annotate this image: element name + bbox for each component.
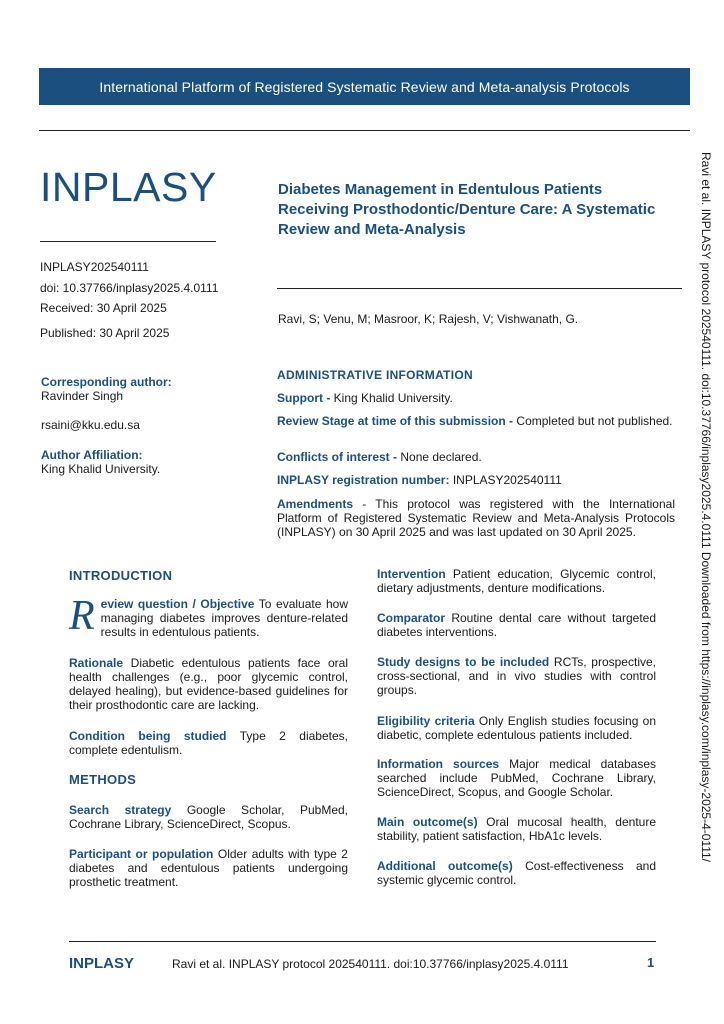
designs-value: RCTs, prospective, cross-sectional, and in vivo studies with control groups. bbox=[377, 655, 656, 697]
article-title: Diabetes Management in Edentulous Patients Receiving Prosthodontic/Denture Care: A Systematic Review and Meta-Analysis bbox=[278, 181, 656, 238]
support-value: King Khalid University. bbox=[330, 391, 453, 405]
main-outcomes bbox=[377, 815, 656, 843]
published-date: Published: 30 April 2025 bbox=[40, 326, 170, 340]
admin-support bbox=[277, 391, 675, 405]
footer-rule bbox=[69, 941, 656, 942]
header-banner bbox=[39, 68, 690, 105]
brand-rule bbox=[40, 241, 216, 242]
stage-value: Completed but not published. bbox=[513, 414, 673, 428]
comparator-label: Comparator bbox=[377, 611, 446, 625]
rationale-value: Diabetic edentulous patients face oral health challenges (e.g., poor glycemic control, delayed healing), but evidence-based guidelines for their prosthodontic care are lacking. bbox=[69, 656, 348, 712]
sources-label: Information sources bbox=[377, 757, 500, 771]
eligibility-label: Eligibility criteria bbox=[377, 714, 475, 728]
information-sources bbox=[377, 757, 656, 799]
review-question-label: eview question / Objective bbox=[100, 597, 255, 611]
registration-id: INPLASY202540111 bbox=[40, 260, 149, 274]
conflicts-label: Conflicts of interest - bbox=[277, 450, 398, 464]
sources-value: Major medical databases searched include PubMed, Cochrane Library, ScienceDirect, Scopus, and Google Scholar. bbox=[377, 757, 657, 799]
admin-conflicts bbox=[277, 450, 675, 464]
designs-label: Study designs to be included bbox=[377, 655, 550, 669]
dropcap-letter: R bbox=[69, 593, 95, 639]
additional-outcomes bbox=[377, 859, 656, 887]
header-rule bbox=[39, 130, 690, 131]
footer-citation: Ravi et al. INPLASY protocol 202540111. doi:10.37766/inplasy2025.4.0111 bbox=[172, 957, 569, 971]
regnum-label: INPLASY registration number: bbox=[277, 473, 450, 487]
page-number: 1 bbox=[647, 955, 655, 970]
intervention bbox=[377, 567, 656, 595]
condition-label: Condition being studied bbox=[69, 729, 227, 743]
support-label: Support - bbox=[277, 391, 331, 405]
regnum-value: INPLASY202540111 bbox=[449, 473, 562, 487]
corresponding-name: Ravinder Singh bbox=[41, 389, 124, 403]
intervention-label: Intervention bbox=[377, 567, 446, 581]
doi-text: doi: 10.37766/inplasy2025.4.0111 bbox=[40, 281, 219, 295]
eligibility-value: Only English studies focusing on diabetic, complete edentulous patients included. bbox=[377, 714, 656, 742]
study-designs bbox=[377, 655, 656, 697]
participant-label: Participant or population bbox=[69, 847, 214, 861]
condition-value: Type 2 diabetes, complete edentulism. bbox=[69, 729, 348, 757]
amend-label: Amendments bbox=[277, 497, 354, 511]
received-date: Received: 30 April 2025 bbox=[40, 301, 167, 315]
title-rule bbox=[277, 288, 682, 289]
banner-text: International Platform of Registered Systematic Review and Meta-analysis Protocols bbox=[99, 78, 630, 95]
methods-heading: METHODS bbox=[69, 772, 137, 787]
stage-label: Review Stage at time of this submission - bbox=[277, 414, 514, 428]
conflicts-value: None declared. bbox=[397, 450, 482, 464]
review-question-value: To evaluate how managing diabetes improves denture-related results in edentulous patients. bbox=[100, 597, 349, 639]
admin-review-stage bbox=[277, 414, 675, 428]
comparator bbox=[377, 611, 656, 639]
participant-value: Older adults with type 2 diabetes and edentulous patients undergoing prosthetic treatment. bbox=[69, 847, 348, 889]
main-outcome-value: Oral mucosal health, denture stability, patient satisfaction, HbA1c levels. bbox=[377, 815, 656, 843]
corresponding-author bbox=[41, 375, 172, 403]
brand-logo-text: INPLASY bbox=[40, 164, 217, 210]
admin-registration-number bbox=[277, 473, 675, 487]
side-download-note: Ravi et al. INPLASY protocol 202540111. doi:10.37766/inplasy2025.4.0111 Downloaded from https://inplasy.com/inplasy-2025-4-0111/ bbox=[699, 152, 713, 863]
rationale-label: Rationale bbox=[69, 656, 124, 670]
author-affiliation bbox=[41, 448, 160, 476]
footer-brand: INPLASY bbox=[69, 955, 135, 972]
search-value: Google Scholar, PubMed, Cochrane Library, ScienceDirect, Scopus. bbox=[69, 803, 348, 831]
condition-studied bbox=[69, 729, 348, 757]
main-outcome-label: Main outcome(s) bbox=[377, 815, 478, 829]
admin-amendments bbox=[277, 497, 675, 539]
participant-population bbox=[69, 847, 348, 889]
intervention-value: Patient education, Glycemic control, dietary adjustments, denture modifications. bbox=[377, 567, 656, 595]
author-list: Ravi, S; Venu, M; Masroor, K; Rajesh, V; Vishwanath, G. bbox=[278, 312, 579, 326]
additional-outcome-label: Additional outcome(s) bbox=[377, 859, 513, 873]
admin-heading: ADMINISTRATIVE INFORMATION bbox=[277, 368, 474, 382]
affiliation-label: Author Affiliation: bbox=[41, 448, 143, 462]
corresponding-email: rsaini@kku.edu.sa bbox=[41, 418, 140, 432]
search-strategy bbox=[69, 803, 348, 831]
corresponding-label: Corresponding author: bbox=[41, 375, 172, 389]
review-question bbox=[69, 593, 349, 639]
comparator-value: Routine dental care without targeted diabetes interventions. bbox=[377, 611, 656, 639]
additional-outcome-value: Cost-effectiveness and systemic glycemic control. bbox=[377, 859, 656, 887]
eligibility-criteria bbox=[377, 714, 656, 742]
rationale bbox=[69, 656, 348, 712]
introduction-heading: INTRODUCTION bbox=[69, 568, 173, 583]
search-label: Search strategy bbox=[69, 803, 172, 817]
amend-value: - This protocol was registered with the International Platform of Registered Systematic Review and Meta-Analysis Protocols (INPLASY) on 30 April 2025 and was last updated on 30 April 2025. bbox=[277, 497, 675, 539]
affiliation-value: King Khalid University. bbox=[41, 462, 161, 476]
